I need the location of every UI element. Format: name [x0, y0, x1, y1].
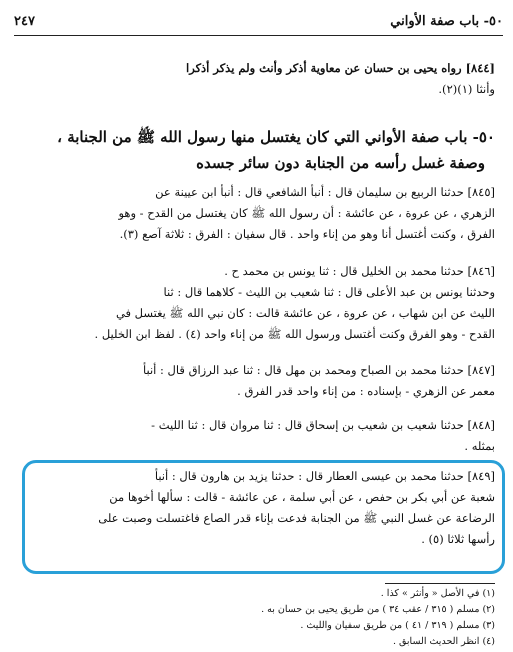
hadith-845 — [18, 182, 495, 245]
hadith-845-line2: الزهري ، عن عروة ، عن عائشة : أن رسول الله ﷺ كان يغتسل من القدح - وهو — [118, 206, 495, 220]
hadith-845-line3: الفرق ، وكنت أغتسل أنا وهو من إناء واحد . قال سفيان : الفرق : ثلاثة آصع (٣). — [119, 227, 495, 241]
hadith-845-line1: [٨٤٥] حدثنا الربيع بن سليمان قال : أنبأ الشافعي قال : أنبأ ابن عيينة عن — [155, 185, 495, 199]
hadith-849-line2: شعبة عن أبي بكر بن حفص ، عن أبي سلمة ، عن عائشة - قالت : سألها أخوها من — [109, 490, 495, 504]
hadith-847-line1: [٨٤٧] حدثنا محمد بن الصباح ومحمد بن مهل قال : ثنا عبد الرزاق قال : أنبأ — [143, 363, 495, 377]
hadith-846-line2: وحدثنا يونس بن عبد الأعلى قال : ثنا شعيب بن الليث - كلاهما قال : ثنا — [163, 285, 495, 299]
hadith-847-line2: معمر عن الزهري - بإسناده : من إناء واحد قدر الفرق . — [237, 384, 495, 398]
running-title: ٥٠- باب صفة الأواني — [390, 13, 503, 29]
hadith-848-line1: [٨٤٨] حدثنا شعيب بن شعيب بن إسحاق قال : ثنا مروان قال : ثنا الليث - — [151, 418, 495, 432]
hadith-844-line1: [٨٤٤] رواه يحيى بن حسان عن معاوية أذكر وأنث ولم يذكر أذكرا — [186, 61, 495, 75]
hadith-848 — [18, 415, 495, 457]
header-divider — [14, 35, 503, 36]
page-header — [14, 10, 503, 32]
hadith-844-line2: وأنثا (١)(٢). — [438, 82, 495, 96]
hadith-848-line2: بمثله . — [464, 439, 495, 453]
hadith-846-line3: الليث عن ابن شهاب ، عن عروة ، عن عائشة قالت : كان نبي الله ﷺ يغتسل في — [115, 306, 495, 320]
footnote-3: (٣) مسلم ( ٣١٩ / ٤١ ) من طريق سفيان والليث . — [300, 620, 495, 631]
hadith-846-line1: [٨٤٦] حدثنا محمد بن الخليل قال : ثنا يونس بن محمد ح . — [224, 264, 495, 278]
hadith-846 — [18, 261, 495, 345]
chapter-heading-line1: ٥٠- باب صفة الأواني التي كان يغتسل منها رسول الله ﷺ من الجنابة ، — [57, 128, 495, 146]
footnote-divider — [385, 583, 495, 584]
hadith-849-line4: رأسها ثلاثا (٥) . — [421, 532, 495, 546]
hadith-844 — [18, 58, 495, 100]
hadith-849-line1: [٨٤٩] حدثنا محمد بن عيسى العطار قال : حدثنا يزيد بن هارون قال : أنبأ — [154, 469, 495, 483]
footnote-1: (١) في الأصل « وأنثر » كذا . — [380, 588, 495, 599]
hadith-849 — [30, 466, 495, 550]
footnote-2: (٢) مسلم ( ٣١٥ / عقب ٣٤ ) من طريق يحيى بن حسان به . — [261, 604, 495, 615]
hadith-847 — [18, 360, 495, 402]
chapter-heading-line2: وصفة غسل رأسه من الجنابة دون سائر جسده — [196, 154, 485, 172]
hadith-846-line4: القدح - وهو الفرق وكنت أغتسل ورسول الله ﷺ من إناء واحد (٤) . لفظ ابن الخليل . — [94, 327, 495, 341]
footnote-4: (٤) انظر الحديث السابق . — [392, 636, 495, 647]
page-number: ٢٤٧ — [14, 13, 35, 29]
chapter-heading — [18, 124, 495, 176]
footnotes — [18, 586, 495, 650]
hadith-849-line3: الرضاعة عن غسل النبي ﷺ من الجنابة فدعت بإناء قدر الصاع فاغتسلت وصبت على — [98, 511, 495, 525]
